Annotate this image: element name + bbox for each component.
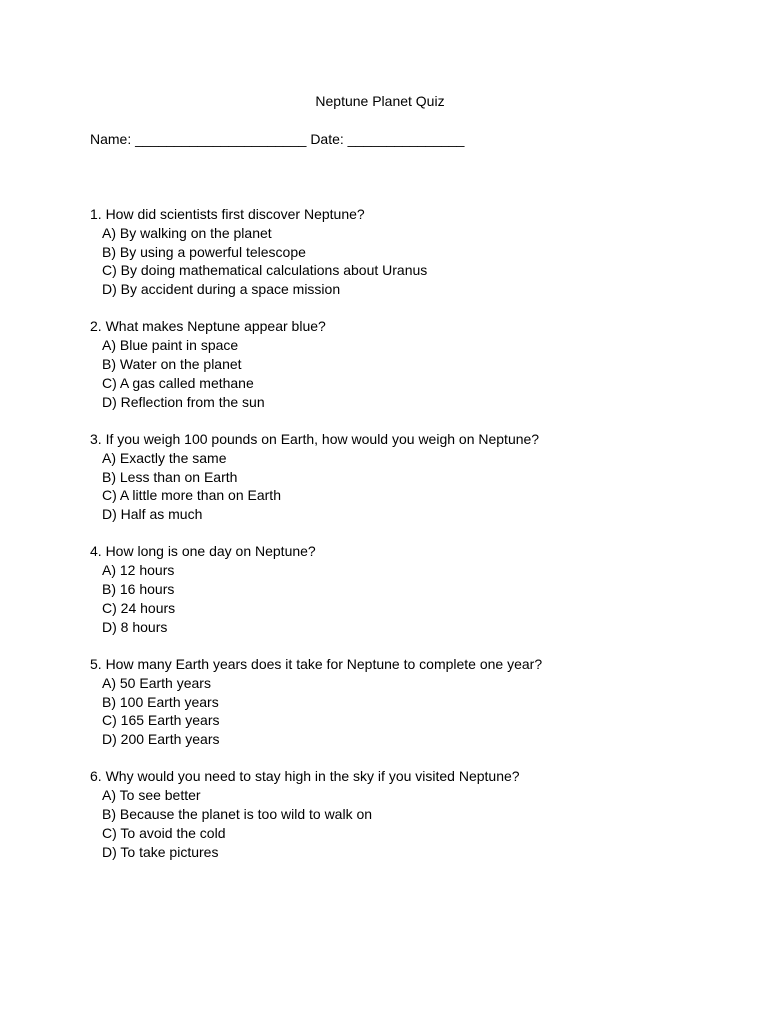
answer-option-a: A) 50 Earth years [102,674,211,691]
answer-option-d: D) Half as much [102,506,203,523]
answer-option-d: D) Reflection from the sun [102,393,265,410]
answer-option-a: A) To see better [102,787,201,804]
date-label: Date: [310,131,344,147]
name-label: Name: [90,131,132,147]
answer-option-b: B) By using a powerful telescope [102,243,306,260]
question-list [90,205,750,880]
date-blank: _______________ [347,131,465,147]
answer-option-b: B) Water on the planet [102,356,242,373]
question-1 [90,205,750,299]
answer-option-c: C) A gas called methane [102,374,254,391]
answer-option-a: A) Blue paint in space [102,337,239,354]
question-text: 6. Why would you need to stay high in the sky if you visited Neptune? [90,768,520,785]
answer-option-a: A) 12 hours [102,562,175,579]
answer-option-c: C) A little more than on Earth [102,487,281,504]
question-6 [90,767,750,861]
answer-option-b: B) 16 hours [102,581,175,598]
question-text: 5. How many Earth years does it take for Neptune to complete one year? [90,655,543,672]
answer-option-c: C) 165 Earth years [102,712,220,729]
question-4 [90,542,750,636]
question-2 [90,317,750,411]
answer-option-d: D) By accident during a space mission [102,281,341,298]
answer-option-a: A) Exactly the same [102,449,227,466]
name-blank: ______________________ [135,131,307,147]
question-3 [90,430,750,524]
question-text: 4. How long is one day on Neptune? [90,543,316,560]
question-text: 2. What makes Neptune appear blue? [90,318,326,335]
answer-option-d: D) To take pictures [102,843,219,860]
answer-option-c: C) By doing mathematical calculations about Uranus [102,262,428,279]
question-text: 3. If you weigh 100 pounds on Earth, how would you weigh on Neptune? [90,430,540,447]
answer-option-d: D) 200 Earth years [102,731,220,748]
question-text: 1. How did scientists first discover Neptune? [90,206,365,222]
name-date-line [90,130,464,148]
answer-option-c: C) 24 hours [102,599,176,616]
answer-option-c: C) To avoid the cold [102,824,226,841]
answer-option-b: B) 100 Earth years [102,693,219,710]
answer-option-a: A) By walking on the planet [102,224,272,241]
answer-option-b: B) Less than on Earth [102,468,238,485]
question-5 [90,655,750,749]
answer-option-b: B) Because the planet is too wild to walk on [102,806,373,823]
document-title: Neptune Planet Quiz [315,93,445,109]
answer-option-d: D) 8 hours [102,618,168,635]
